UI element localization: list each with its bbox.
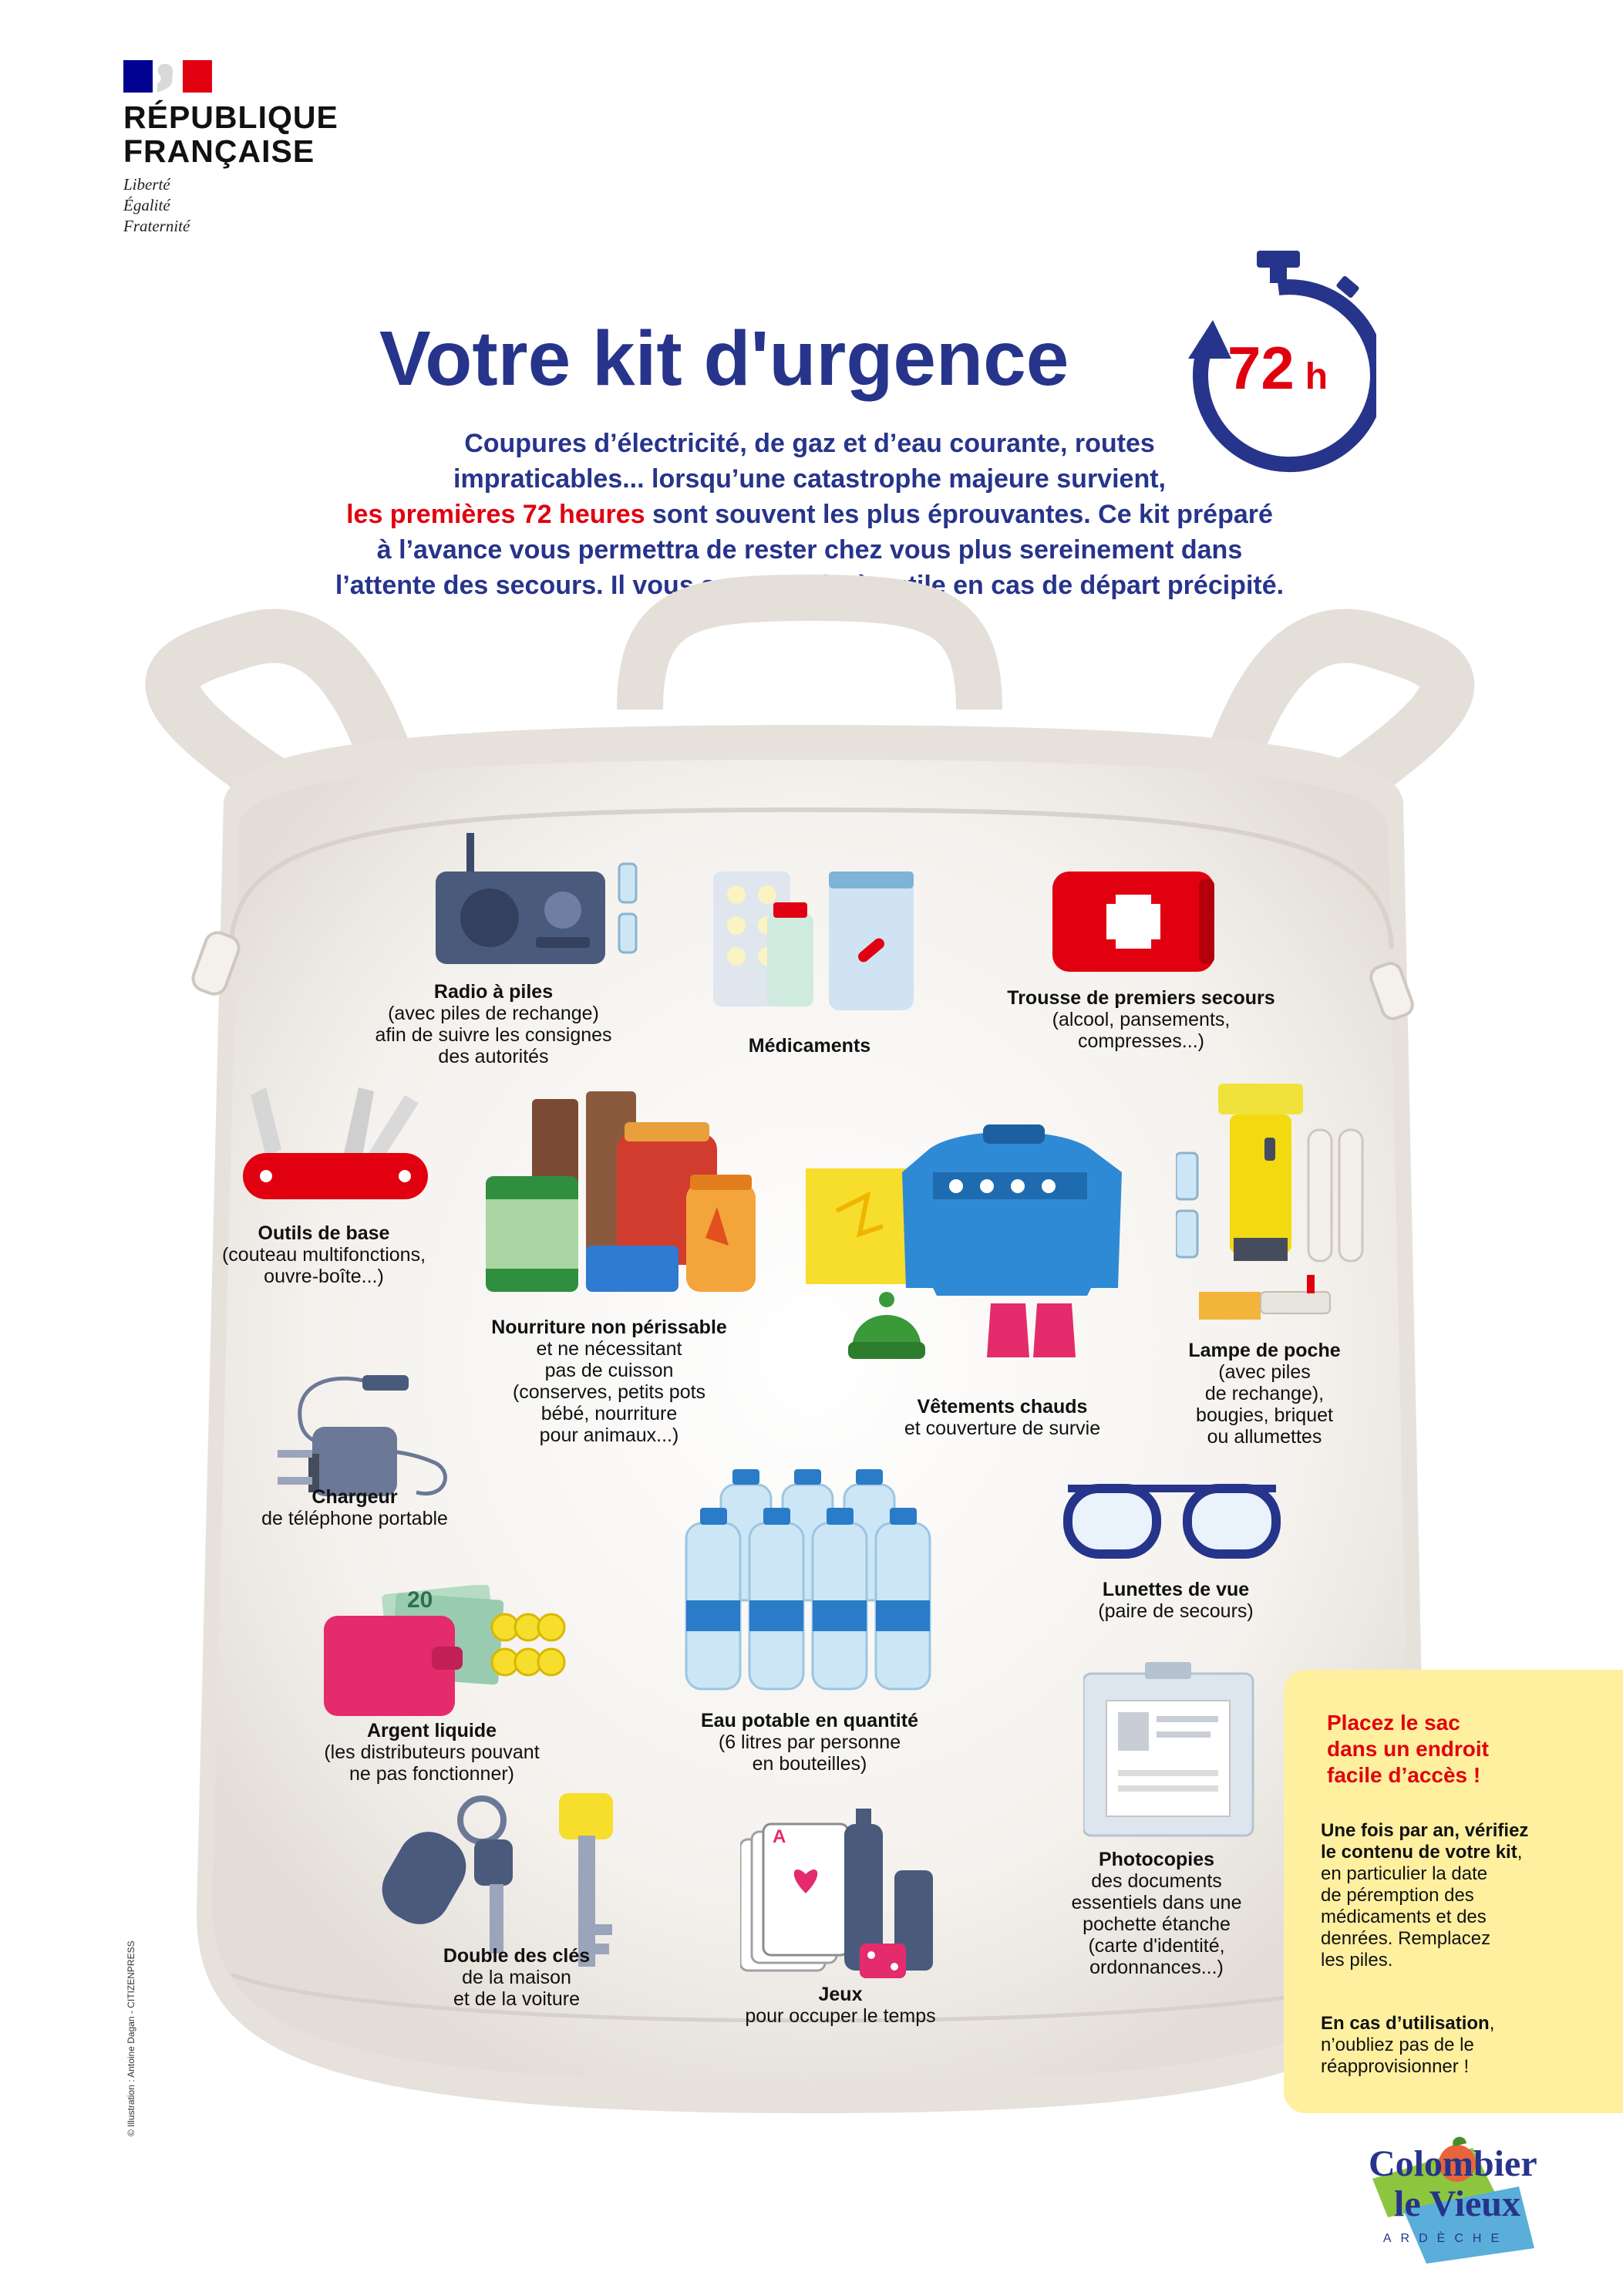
item-water-name: Eau potable en quantité: [701, 1710, 918, 1731]
item-clothes-desc: et couverture de survie: [904, 1418, 1101, 1439]
advice-yearly: Une fois par an, vérifiez le contenu de votre kit, en particulier la date de péremption des médicaments et des denrées. Remplacez les piles.: [1321, 1820, 1529, 1971]
page-title: Votre kit d'urgence: [379, 315, 1069, 402]
item-charger-desc: de téléphone portable: [261, 1508, 448, 1529]
item-games-desc: pour occuper le temps: [745, 2005, 936, 2027]
republic-line1: RÉPUBLIQUE: [123, 99, 338, 135]
item-water: [663, 1710, 956, 1775]
advice-headline: Placez le sac dans un endroit facile d’accès !: [1327, 1711, 1489, 1787]
motto-liberte: Liberté: [123, 175, 170, 194]
item-copies: [1033, 1849, 1280, 1978]
intro-line2: impraticables... lorsqu’une catastrophe majeure survient,: [453, 464, 1166, 494]
water-bottles-icon: [678, 1469, 941, 1701]
motto-fraternite: Fraternité: [123, 217, 190, 235]
radio-icon: [428, 833, 659, 987]
item-first-aid-name: Trousse de premiers secours: [1007, 987, 1275, 1009]
multitool-icon: [235, 1080, 443, 1211]
intro-line4: à l’avance vous permettra de rester chez vous plus sereinement dans: [376, 535, 1243, 565]
item-first-aid: [964, 987, 1318, 1052]
item-first-aid-desc: (alcool, pansements, compresses...): [1052, 1009, 1231, 1052]
warm-clothes-icon: [806, 1118, 1153, 1381]
item-keys: [386, 1945, 648, 2010]
item-water-desc: (6 litres par personne en bouteilles): [718, 1731, 901, 1775]
item-flashlight-desc: (avec piles de rechange), bougies, briquet ou allumettes: [1196, 1361, 1333, 1448]
item-keys-name: Double des clés: [443, 1945, 591, 1967]
canned-food-icon: [486, 1091, 763, 1300]
item-radio: [339, 981, 648, 1067]
item-cash: [285, 1720, 578, 1785]
item-tools-name: Outils de base: [258, 1222, 390, 1244]
item-games: [709, 1984, 971, 2027]
item-glasses-name: Lunettes de vue: [1102, 1579, 1250, 1600]
flashlight-icon: [1176, 1084, 1376, 1330]
item-flashlight-name: Lampe de poche: [1188, 1340, 1341, 1361]
item-glasses: [1056, 1579, 1295, 1622]
document-copies-icon: [1083, 1662, 1261, 1839]
item-clothes-name: Vêtements chauds: [917, 1396, 1088, 1418]
banknote-value: 20: [407, 1587, 433, 1613]
item-copies-desc: des documents essentiels dans une pochette étanche (carte d'identité, ordonnances...): [1071, 1870, 1242, 1978]
playing-card-rank: A: [773, 1826, 786, 1847]
first-aid-kit-icon: [1052, 868, 1230, 983]
item-tools: [185, 1222, 463, 1287]
eyeglasses-icon: [1060, 1473, 1284, 1566]
badge-number: 72: [1227, 334, 1295, 402]
item-food-name: Nourriture non périssable: [491, 1317, 727, 1338]
badge-unit: h: [1305, 356, 1328, 397]
item-charger: [224, 1486, 486, 1529]
item-medicines: [694, 1035, 925, 1057]
advice-after-use: En cas d’utilisation, n’oubliez pas de le réapprovisionner !: [1321, 2013, 1495, 2077]
item-keys-desc: de la maison et de la voiture: [453, 1967, 580, 2010]
item-flashlight: [1141, 1340, 1388, 1448]
item-copies-name: Photocopies: [1098, 1849, 1214, 1870]
town-name-line1: Colombier: [1369, 2143, 1537, 2184]
intro-line3: les premières 72 heures sont souvent les plus éprouvantes. Ce kit préparé: [346, 500, 1273, 529]
motto-egalite: Égalité: [123, 196, 170, 214]
intro-line1: Coupures d’électricité, de gaz et d’eau courante, routes: [464, 429, 1155, 458]
item-clothes: [856, 1396, 1149, 1439]
item-games-name: Jeux: [818, 1984, 863, 2005]
phone-charger-icon: [278, 1354, 463, 1508]
illustration-credit: © Illustration : Antoine Dagan - CITIZENPRESS: [126, 1940, 136, 2136]
item-tools-desc: (couteau multifonctions, ouvre-boîte...): [221, 1244, 426, 1287]
town-name-line2: le Vieux: [1394, 2183, 1520, 2224]
item-radio-name: Radio à piles: [433, 981, 554, 1003]
intro-highlight: les premières 72 heures: [346, 500, 645, 529]
item-food: [463, 1317, 756, 1446]
wallet-cash-icon: [324, 1585, 601, 1724]
item-glasses-desc: (paire de secours): [1098, 1600, 1254, 1622]
advice-box: [1284, 1670, 1623, 2113]
town-region: ARDÈCHE: [1382, 2232, 1509, 2245]
republic-line2: FRANÇAISE: [123, 133, 315, 169]
item-medicines-name: Médicaments: [748, 1035, 871, 1057]
item-cash-name: Argent liquide: [366, 1720, 497, 1741]
item-charger-name: Chargeur: [311, 1486, 398, 1508]
intro-line5: l’attente des secours. Il vous sera aussi très utile en cas de départ précipité.: [335, 571, 1285, 600]
item-cash-desc: (les distributeurs pouvant ne pas fonctionner): [324, 1741, 540, 1785]
item-radio-desc: (avec piles de rechange) afin de suivre les consignes des autorités: [375, 1003, 612, 1067]
town-logo: [1369, 2143, 1537, 2246]
item-food-desc: et ne nécessitant pas de cuisson (conserves, petits pots bébé, nourriture pour animaux...): [512, 1338, 706, 1446]
medicine-icon: [713, 872, 921, 1026]
